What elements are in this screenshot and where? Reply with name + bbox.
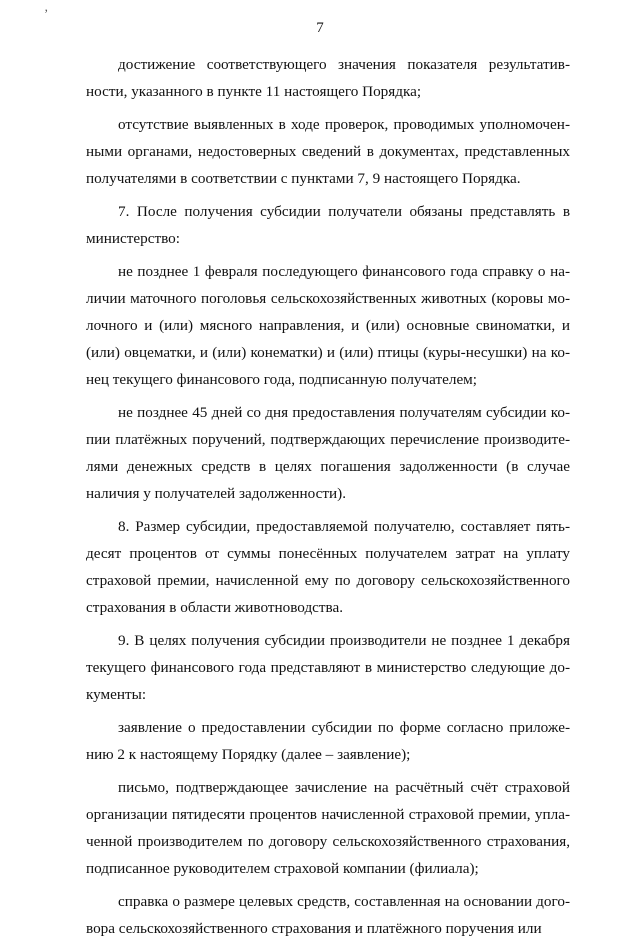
paragraph: письмо, подтверждающее зачисление на расчётный счёт страховой организации пятидесяти процентов начисленной страховой премии, уплаченной производителем по договору сельскохозяйственного страхования, подписанное руководителем страховой компании (филиала); [86,779,570,877]
paragraph: 8. Размер субсидии, предоставляемой получателю, составляет пятьдесят процентов от суммы понесённых получателем затрат на уплату страховой премии, начисленной ему по договору сельскохозяйственного страхования в области животноводства. [86,518,570,616]
paragraph: не позднее 45 дней со дня предоставления получателям субсидии копии платёжных поручений, подтверждающих перечисление производителями денежных средств в целях погашения задолженности (в случае наличия у получателей задолженности). [86,404,570,502]
scan-mark: ’ [44,6,49,21]
paragraph: отсутствие выявленных в ходе проверок, проводимых уполномоченными органами, недостоверных сведений в документах, представленных получателями в соответствии с пунктами 7, 9 настоящего Порядка. [86,116,570,187]
paragraph: заявление о предоставлении субсидии по форме согласно приложению 2 к настоящему Порядку (далее – заявление); [86,719,570,763]
paragraph: достижение соответствующего значения показателя результативности, указанного в пункте 11 настоящего Порядка; [86,56,570,100]
paragraph: 7. После получения субсидии получатели обязаны представлять в министерство: [86,203,570,247]
paragraph: не позднее 1 февраля последующего финансового года справку о наличии маточного поголовья сельскохозяйственных животных (коровы молочного и (или) мясного направления, и (или) основные свиноматки, и (или) овцематки, и (или) конематки) и (или) птицы (куры-несушки) на конец текущего финансового года, подписанную получателем; [86,263,570,388]
paragraph: 9. В целях получения субсидии производители не позднее 1 декабря текущего финансового года представляют в министерство следующие документы: [86,632,570,703]
document-body [86,51,570,948]
page-number: 7 [316,20,324,36]
paragraph: справка о размере целевых средств, составленная на основании договора сельскохозяйственного страхования и платёжного поручения или [86,893,570,937]
